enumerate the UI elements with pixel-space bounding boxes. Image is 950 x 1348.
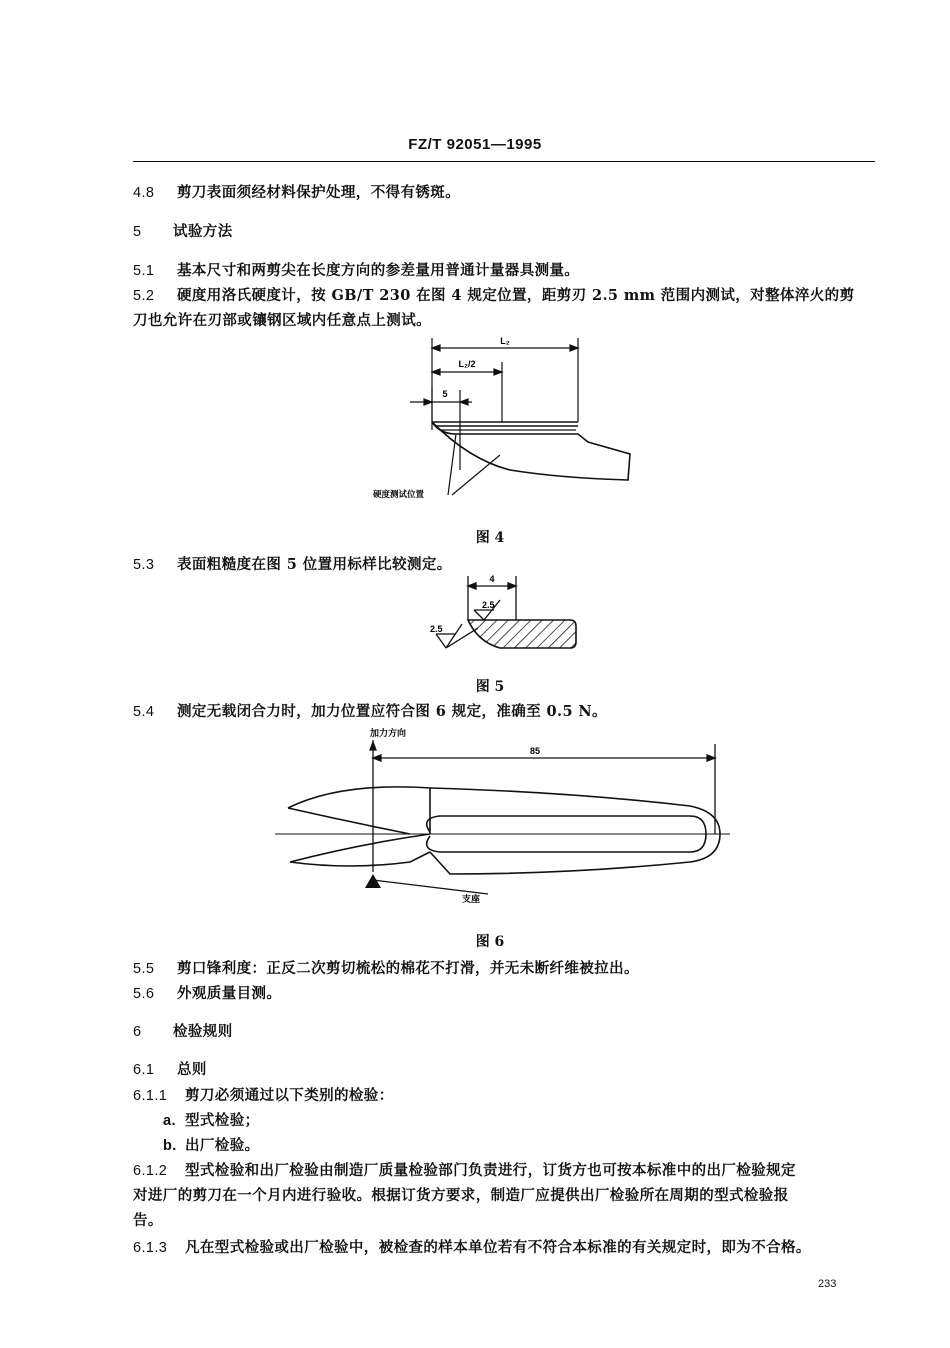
- clause-4-8: [133, 181, 460, 202]
- label-support: 支座: [462, 894, 481, 904]
- figure-6-caption: 图 6: [475, 934, 505, 950]
- clause-6-1-2-cont1: 对进厂的剪刀在一个月内进行验收。根据订货方要求，制造厂应提供出厂检验所在周期的型式检验报: [133, 1187, 789, 1204]
- clause-5-2-cont: 刀也允许在刃部或镶钢区域内任意点上测试。: [133, 312, 431, 329]
- roughness-top: 2.5: [482, 600, 495, 610]
- figure-4-caption: 图 4: [475, 530, 505, 546]
- clause-text: 剪口锋利度：正反二次剪切梳松的棉花不打滑，并无未断纤维被拉出。: [177, 960, 639, 977]
- clause-text: 测定无载闭合力时，加力位置应符合图 6 规定，准确至 0.5 N。: [177, 703, 607, 720]
- clause-5-3: [133, 553, 452, 574]
- clause-6-1-2: [133, 1159, 796, 1180]
- clause-5-2: [133, 284, 854, 305]
- clause-5-1: [133, 259, 579, 280]
- clause-text: 型式检验和出厂检验由制造厂质量检验部门负责进行，订货方也可按本标准中的出厂检验规定: [185, 1162, 796, 1179]
- label-force-direction: 加力方向: [370, 728, 407, 738]
- section-title: 检验规则: [173, 1023, 233, 1040]
- clause-5-5: [133, 957, 639, 978]
- list-marker: b.: [163, 1138, 177, 1154]
- list-item-a: [163, 1109, 260, 1130]
- section-6-heading: [133, 1020, 233, 1041]
- clause-number: 6.1: [133, 1062, 155, 1078]
- clause-text: 剪刀表面须经材料保护处理，不得有锈斑。: [177, 184, 461, 201]
- figure-5-caption: 图 5: [475, 679, 505, 695]
- clause-5-4: [133, 700, 607, 721]
- dim-4: 4: [489, 574, 495, 584]
- clause-number: 6.1.1: [133, 1088, 168, 1104]
- clause-number: 6.1.3: [133, 1240, 168, 1256]
- clause-text: 总则: [177, 1061, 207, 1078]
- standard-number: FZ/T 92051—1995: [408, 136, 542, 153]
- dim-l2: L₂: [500, 336, 510, 346]
- section-number: 6: [133, 1024, 142, 1040]
- list-marker: a.: [163, 1113, 176, 1129]
- section-5-heading: [133, 220, 233, 241]
- header-rule: [133, 161, 875, 162]
- clause-5-6: [133, 982, 281, 1003]
- figure-6-diagram: [270, 722, 740, 907]
- clause-number: 4.8: [133, 185, 155, 201]
- clause-number: 5.6: [133, 986, 155, 1002]
- clause-6-1: [133, 1058, 207, 1079]
- clause-text: 凡在型式检验或出厂检验中，被检查的样本单位若有不符合本标准的有关规定时，即为不合格。: [185, 1239, 811, 1256]
- list-text: 型式检验；: [185, 1112, 260, 1129]
- clause-number: 5.4: [133, 704, 155, 720]
- roughness-left: 2.5: [430, 624, 443, 634]
- clause-6-1-3: [133, 1236, 811, 1257]
- figure-4-diagram: [360, 330, 650, 510]
- section-number: 5: [133, 224, 142, 240]
- clause-text: 剪刀必须通过以下类别的检验：: [185, 1087, 394, 1104]
- clause-number: 5.1: [133, 263, 155, 279]
- figure-5-diagram: [420, 572, 590, 662]
- clause-number: 6.1.2: [133, 1163, 168, 1179]
- clause-text: 基本尺寸和两剪尖在长度方向的参差量用普通计量器具测量。: [177, 262, 580, 279]
- clause-number: 5.5: [133, 961, 155, 977]
- dim-5: 5: [442, 389, 448, 399]
- list-text: 出厂检验。: [185, 1137, 260, 1154]
- list-item-b: [163, 1134, 260, 1155]
- clause-text: 表面粗糙度在图 5 位置用标样比较测定。: [177, 556, 452, 573]
- section-title: 试验方法: [173, 223, 233, 240]
- clause-6-1-2-cont2: 告。: [133, 1212, 163, 1229]
- dim-85: 85: [529, 746, 541, 756]
- clause-text: 外观质量目测。: [177, 985, 282, 1002]
- label-test-position: 硬度测试位置: [373, 489, 425, 499]
- dim-l2-half: L₂/2: [458, 359, 476, 369]
- clause-number: 5.2: [133, 288, 155, 304]
- page-number: 233: [818, 1278, 837, 1290]
- clause-number: 5.3: [133, 557, 155, 573]
- clause-6-1-1: [133, 1084, 394, 1105]
- clause-text: 硬度用洛氏硬度计，按 GB/T 230 在图 4 规定位置，距剪刃 2.5 mm 范围内测试，对整体淬火的剪: [177, 287, 855, 304]
